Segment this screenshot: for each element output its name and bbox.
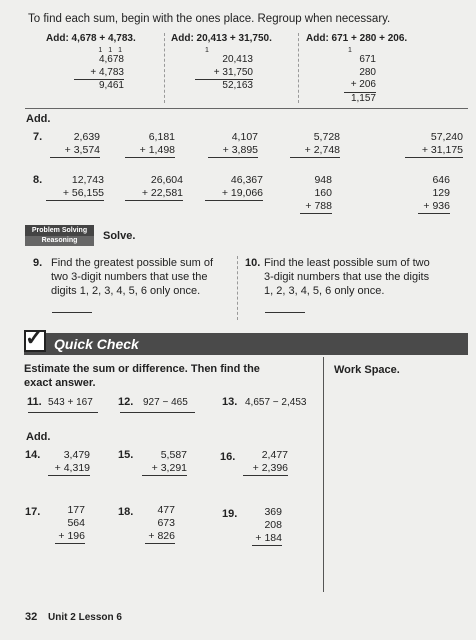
example-3-work [344, 47, 376, 105]
problem [290, 131, 340, 158]
word-problem-10 [264, 256, 469, 298]
problem-solving-badge [25, 225, 94, 246]
example-2 [171, 33, 272, 44]
addend: + 184 [252, 532, 282, 546]
addend: 57,240 [430, 131, 463, 143]
addend: 3,479 [63, 449, 90, 461]
sum: 1,157 [350, 92, 376, 104]
example-1 [46, 33, 136, 44]
rule [25, 108, 468, 109]
problem-number: 12. [118, 396, 134, 408]
addend: 177 [67, 504, 85, 516]
badge-line: Reasoning [25, 236, 94, 246]
problem-line: 3-digit numbers that use the digits [264, 271, 430, 283]
problem [55, 504, 85, 544]
addend: 26,604 [150, 174, 183, 186]
problem-line: two 3-digit numbers that use the [51, 271, 208, 283]
addend: + 2,396 [243, 462, 288, 476]
problem [46, 174, 104, 201]
answer-line[interactable] [52, 312, 92, 313]
intro-text: To find each sum, begin with the ones place. Regroup when necessary. [28, 13, 391, 25]
addend: 2,477 [261, 449, 288, 461]
addend: 564 [67, 517, 85, 529]
addend: + 4,783 [74, 67, 124, 81]
problem [418, 174, 450, 214]
word-problem-9 [51, 256, 236, 298]
example-header: Add: 20,413 + 31,750. [171, 33, 272, 44]
problem-line: 1, 2, 3, 4, 5, 6 only once. [264, 285, 385, 297]
addend: 12,743 [71, 174, 104, 186]
example-header: Add: 671 + 280 + 206. [306, 33, 408, 44]
addend: 280 [359, 66, 376, 78]
add-label: Add. [26, 431, 51, 443]
problem [300, 174, 332, 214]
work-space-label: Work Space. [334, 364, 400, 376]
problem-number: 11. [27, 396, 42, 408]
addend: 46,367 [230, 174, 263, 186]
addend: + 788 [300, 200, 332, 214]
problem [145, 504, 175, 544]
problem [125, 174, 183, 201]
addend: 369 [264, 506, 282, 518]
addend: 673 [157, 517, 175, 529]
lesson-label: Unit 2 Lesson 6 [48, 612, 122, 623]
addend: 671 [359, 54, 376, 65]
problem-number: 14. [25, 449, 41, 461]
quick-check-instructions [24, 362, 324, 390]
work-space-divider [323, 357, 324, 592]
example-2-work [195, 47, 253, 93]
addend: 646 [432, 174, 450, 186]
problem [48, 449, 90, 476]
carry-digits: 1 1 1 [98, 47, 124, 54]
problem-number: 9. [33, 257, 43, 269]
divider [164, 33, 165, 103]
problem-number: 17. [25, 506, 41, 518]
addend: + 22,581 [125, 187, 183, 201]
problem-number: 19. [222, 508, 238, 520]
problem [125, 131, 175, 158]
addend: 4,678 [98, 54, 124, 65]
problem [50, 131, 100, 158]
addend: 948 [314, 174, 332, 186]
problem [243, 449, 288, 476]
problem [405, 131, 463, 158]
addend: 129 [432, 187, 450, 199]
carry-digits: 1 [348, 47, 354, 54]
add-label: Add. [26, 113, 51, 125]
addend: 160 [314, 187, 332, 199]
problem-number: 7. [33, 131, 43, 143]
addend: + 206 [344, 79, 376, 93]
problem-number: 10. [245, 257, 261, 269]
problem [142, 449, 187, 476]
instruction-line: exact answer. [24, 377, 96, 389]
addend: + 826 [145, 530, 175, 544]
addend: + 3,895 [208, 144, 258, 158]
addend: + 31,175 [405, 144, 463, 158]
addend: 5,587 [160, 449, 187, 461]
addend: + 3,291 [142, 462, 187, 476]
problem-line: digits 1, 2, 3, 4, 5, 6 only once. [51, 285, 201, 297]
checkmark-icon: ✓ [25, 325, 44, 350]
addend: + 2,748 [290, 144, 340, 158]
addend: 477 [157, 504, 175, 516]
divider [298, 33, 299, 103]
addend: 6,181 [148, 131, 175, 143]
page-number: 32 [25, 611, 38, 623]
solve-label: Solve. [103, 230, 136, 242]
addend: 5,728 [313, 131, 340, 143]
badge-line: Problem Solving [31, 227, 88, 234]
answer-line[interactable] [120, 412, 195, 413]
problem-number: 15. [118, 449, 134, 461]
addend: + 936 [418, 200, 450, 214]
example-3 [306, 33, 407, 44]
addend: 208 [264, 519, 282, 531]
page-footer [25, 611, 122, 623]
sum: 52,163 [222, 80, 253, 91]
addend: + 3,574 [50, 144, 100, 158]
problem [208, 131, 258, 158]
sum: 9,461 [98, 80, 124, 91]
problem-number: 18. [118, 506, 134, 518]
example-header: Add: 4,678 + 4,783. [46, 33, 136, 44]
divider [237, 256, 238, 320]
problem-line: Find the greatest possible sum of [51, 257, 214, 269]
answer-line[interactable] [28, 412, 98, 413]
problem [205, 174, 263, 201]
addend: 2,639 [73, 131, 100, 143]
addend: + 56,155 [46, 187, 104, 201]
problem [252, 506, 282, 546]
example-1-work [74, 47, 124, 93]
problem-number: 16. [220, 451, 236, 463]
instruction-line: Estimate the sum or difference. Then find the [24, 363, 260, 375]
addend: 20,413 [222, 54, 253, 65]
quick-check-title: Quick Check [54, 336, 139, 352]
problem-number: 13. [222, 396, 238, 408]
addend: + 1,498 [125, 144, 175, 158]
addend: + 4,319 [48, 462, 90, 476]
carry-digits: 1 [205, 47, 211, 54]
answer-line[interactable] [265, 312, 305, 313]
addend: + 196 [55, 530, 85, 544]
problem-number: 8. [33, 174, 43, 186]
estimate-expression: 4,657 − 2,453 [245, 397, 307, 408]
estimate-expression: 543 + 167 [48, 397, 93, 408]
estimate-expression: 927 − 465 [143, 397, 188, 408]
addend: + 31,750 [195, 67, 253, 81]
addend: 4,107 [231, 131, 258, 143]
problem-line: Find the least possible sum of two [264, 257, 430, 269]
addend: + 19,066 [205, 187, 263, 201]
